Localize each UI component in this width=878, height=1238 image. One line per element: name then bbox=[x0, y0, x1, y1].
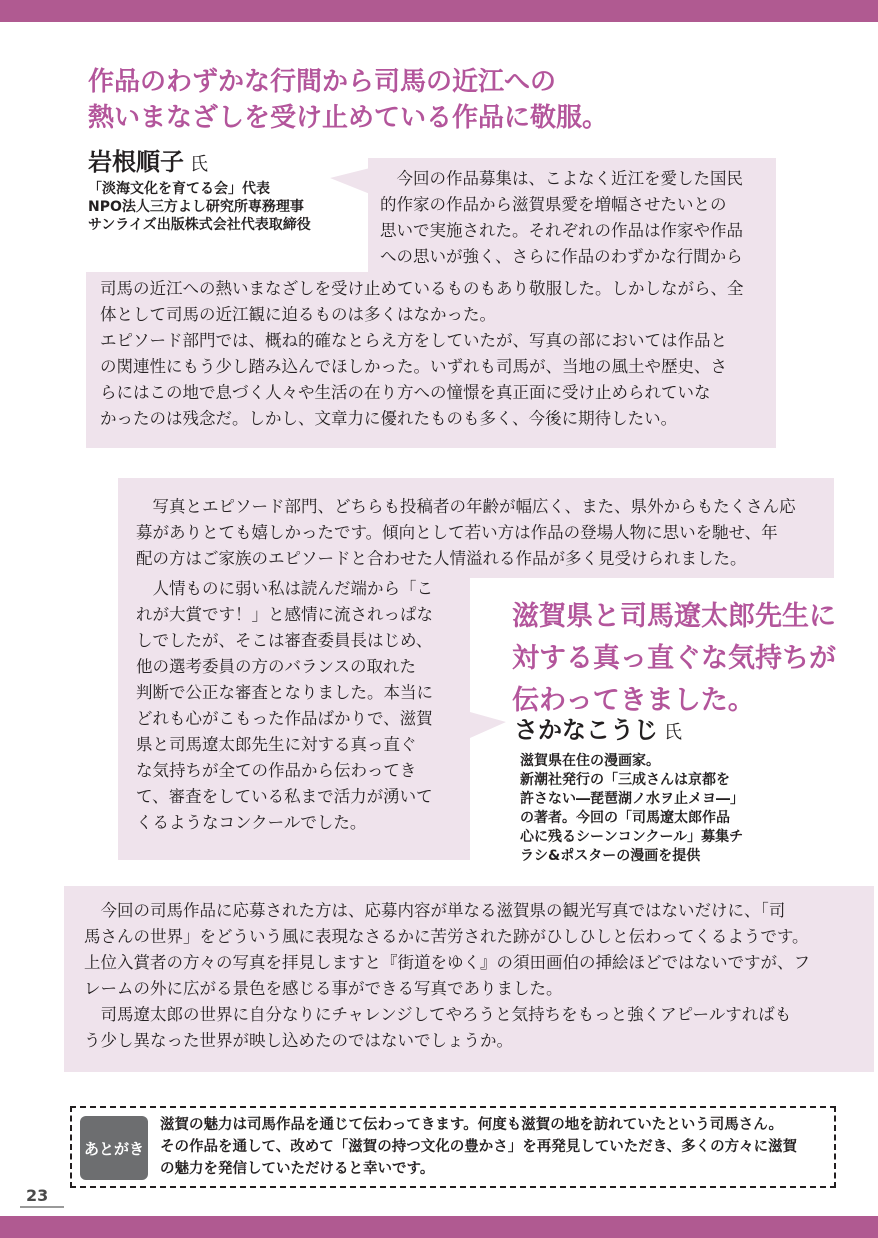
text-line: への思いが強く、さらに作品のわずかな行間から bbox=[380, 247, 743, 266]
comment-3-text bbox=[84, 898, 874, 1054]
headline-2-line: 滋賀県と司馬遼太郎先生に bbox=[512, 601, 836, 632]
comment-1-top-text bbox=[380, 166, 772, 270]
headline-2 bbox=[512, 596, 836, 722]
headline-1-line: 作品のわずかな行間から司馬の近江への bbox=[88, 67, 557, 97]
comment-1-main-text bbox=[100, 276, 772, 432]
credential-line: ラシ&ポスターの漫画を提供 bbox=[520, 848, 701, 864]
text-line: レームの外に広がる景色を感じる事ができる写真でありました。 bbox=[84, 979, 563, 998]
top-color-band bbox=[0, 0, 878, 22]
text-line: 他の選考委員の方のバランスの取れた bbox=[136, 657, 417, 676]
page-number: 23 bbox=[26, 1186, 49, 1205]
text-line: 判断で公正な審査となりました。本当に bbox=[136, 683, 433, 702]
person-2-name-text: さかなこうじ bbox=[514, 716, 658, 744]
page-number-rule bbox=[20, 1206, 64, 1208]
person-1-credentials bbox=[88, 180, 311, 234]
credential-line: の著者。今回の「司馬遼太郎作品 bbox=[520, 810, 730, 826]
text-line: な気持ちが全ての作品から伝わってき bbox=[136, 761, 417, 780]
text-line: 募がありとても嬉しかったです。傾向として若い方は作品の登場人物に思いを馳せ、年 bbox=[136, 523, 778, 542]
text-line: 司馬の近江への熱いまなざしを受け止めているものもあり敬服した。しかしながら、全 bbox=[100, 279, 744, 298]
text-line: 体として司馬の近江観に迫るものは多くはなかった。 bbox=[100, 305, 496, 324]
text-line: れが大賞です！」と感情に流されっぱな bbox=[136, 605, 433, 624]
text-line: の関連性にもう少し踏み込んでほしかった。いずれも司馬が、当地の風土や歴史、さ bbox=[100, 357, 727, 376]
headline-2-line: 伝わってきました。 bbox=[512, 685, 755, 716]
text-line: 滋賀の魅力は司馬作品を通じて伝わってきます。何度も滋賀の地を訪れていたという司馬さん。 bbox=[160, 1117, 784, 1133]
text-line: 人情ものに弱い私は読んだ端から「こ bbox=[136, 579, 433, 598]
speech-pointer-1 bbox=[330, 168, 370, 194]
text-line: どれも心がこもった作品ばかりで、滋賀 bbox=[136, 709, 433, 728]
text-line: 馬さんの世界」をどういう風に表現なさるかに苦労された跡がひしひしと伝わってくるようです。 bbox=[84, 927, 809, 946]
text-line: かったのは残念だ。しかし、文章力に優れたものも多く、今後に期待したい。 bbox=[100, 409, 678, 428]
text-line: エピソード部門では、概ね的確なとらえ方をしていたが、写真の部においては作品と bbox=[100, 331, 727, 350]
headline-1-line: 熱いまなざしを受け止めている作品に敬服。 bbox=[88, 103, 609, 133]
person-1-honorific: 氏 bbox=[190, 154, 208, 175]
text-line: の魅力を発信していただけると幸いです。 bbox=[160, 1161, 435, 1177]
text-line: しでしたが、そこは審査委員長はじめ、 bbox=[136, 631, 433, 650]
text-line: て、審査をしている私まで活力が湧いて bbox=[136, 787, 433, 806]
afterword-text bbox=[160, 1114, 797, 1180]
person-2-name bbox=[514, 710, 682, 745]
text-line: 的作家の作品から滋賀県愛を増幅させたいとの bbox=[380, 195, 727, 214]
text-line: 司馬遼太郎の世界に自分なりにチャレンジしてやろうと気持ちをもっと強くアピールすればも bbox=[84, 1005, 792, 1024]
text-line: 配の方はご家族のエピソードと合わせた人情溢れる作品が多く見受けられました。 bbox=[136, 549, 747, 568]
bottom-color-band bbox=[0, 1216, 878, 1238]
text-line: う少し異なった世界が映し込めたのではないでしょうか。 bbox=[84, 1031, 513, 1050]
person-2-credentials bbox=[520, 752, 744, 866]
text-line: 今回の司馬作品に応募された方は、応募内容が単なる滋賀県の観光写真ではないだけに、「司 bbox=[84, 901, 786, 920]
comment-2-top-text bbox=[136, 494, 826, 572]
credential-line: 許さない―琵琶湖ノ水ヲ止メヨ―」 bbox=[520, 791, 744, 807]
credential-line: NPO法人三方よし研究所専務理事 bbox=[88, 199, 304, 215]
credential-line: 新潮社発行の「三成さんは京都を bbox=[520, 772, 730, 788]
text-line: 思いで実施された。それぞれの作品は作家や作品 bbox=[380, 221, 743, 240]
speech-pointer-2 bbox=[470, 712, 506, 738]
text-line: くるようなコンクールでした。 bbox=[136, 813, 367, 832]
text-line: 上位入賞者の方々の写真を拝見しますと『街道をゆく』の須田画伯の挿絵ほどではないですが、フ bbox=[84, 953, 810, 972]
text-line: らにはこの地で息づく人々や生活の在り方への憧憬を真正面に受け止められていな bbox=[100, 383, 711, 402]
credential-line: 心に残るシーンコンクール」募集チ bbox=[520, 829, 744, 845]
text-line: 写真とエピソード部門、どちらも投稿者の年齢が幅広く、また、県外からもたくさん応 bbox=[136, 497, 796, 516]
credential-line: 「淡海文化を育てる会」代表 bbox=[88, 181, 270, 197]
credential-line: 滋賀県在住の漫画家。 bbox=[520, 753, 660, 769]
text-line: 今回の作品募集は、こよなく近江を愛した国民 bbox=[380, 169, 743, 188]
credential-line: サンライズ出版株式会社代表取締役 bbox=[88, 217, 311, 233]
person-1-name-text: 岩根順子 bbox=[88, 148, 184, 176]
headline-2-line: 対する真っ直ぐな気持ちが bbox=[512, 643, 836, 674]
text-line: 県と司馬遼太郎先生に対する真っ直ぐ bbox=[136, 735, 417, 754]
afterword-tag: あとがき bbox=[80, 1116, 148, 1180]
person-2-honorific: 氏 bbox=[664, 722, 682, 743]
comment-2-left-text bbox=[136, 576, 466, 836]
headline-1 bbox=[88, 64, 608, 136]
text-line: その作品を通して、改めて「滋賀の持つ文化の豊かさ」を再発見していただき、多くの方々に滋賀 bbox=[160, 1139, 798, 1155]
person-1-name bbox=[88, 142, 208, 177]
